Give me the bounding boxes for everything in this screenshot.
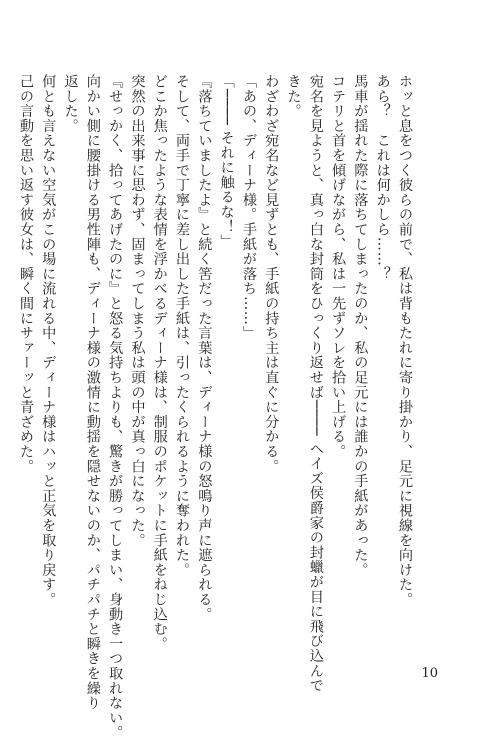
text-line: 馬車が揺れた際に落ちてしまったのか、私の足元には誰かの手紙があった。 xyxy=(352,74,369,578)
text-line: 『落ちていましたよ』と続く筈だった言葉は、ディーナ様の怒鳴り声に遮られる。 xyxy=(196,74,213,622)
text-line: 宛名を見ようと、真っ白な封筒をひっくり返せば──── ヘイズ侯爵家の封蠟が目に飛び込んで xyxy=(307,74,324,693)
text-line: 突然の出来事に思わず、固まってしまう私は頭の中が真っ白になった。 xyxy=(129,74,146,548)
text-line: 「あの、ディーナ様。手紙が落ち……」 xyxy=(240,74,257,341)
text-line: そして、両手で丁寧に差し出した手紙は、引ったくられるように奪われた。 xyxy=(174,74,191,578)
text-line: どこか焦ったような表情を浮かべるディーナ様は、制服のポケットに手紙をねじ込む。 xyxy=(151,74,168,652)
text-line: あら？ これは何かしら……？ xyxy=(374,74,391,282)
text-line: きた。 xyxy=(285,74,302,119)
vertical-text-body xyxy=(15,74,416,740)
text-line: ホッと息をつく彼らの前で、私は背もたれに寄り掛かり、足元に視線を向けた。 xyxy=(397,74,413,607)
text-line: 『せっかく、拾ってあげたのに』と怒る気持ちよりも、驚きが勝ってしまい、身動き一つ取れない。 xyxy=(107,74,124,740)
page-number: 10 xyxy=(421,666,438,681)
text-line: コテリと首を傾げながら、私は一先ずソレを拾い上げる。 xyxy=(330,74,347,459)
text-line: わざわざ宛名など見ずとも、手紙の持ち主は直ぐに分かる。 xyxy=(263,74,280,474)
text-line: 向かい側に腰掛ける男性陣も、ディーナ様の激情に動揺を隠せないのか、パチパチと瞬きを繰り xyxy=(84,74,101,711)
text-line: 何とも言えない空気がこの場に流れる中、ディーナ様はハッと正気を取り戻す。 xyxy=(40,74,57,607)
text-line: 己の言動を思い返す彼女は、瞬く間にサァーッと青ざめた。 xyxy=(17,74,34,474)
text-line: 返した。 xyxy=(62,74,79,134)
text-line: 「──── それに触るな！」 xyxy=(218,74,235,249)
